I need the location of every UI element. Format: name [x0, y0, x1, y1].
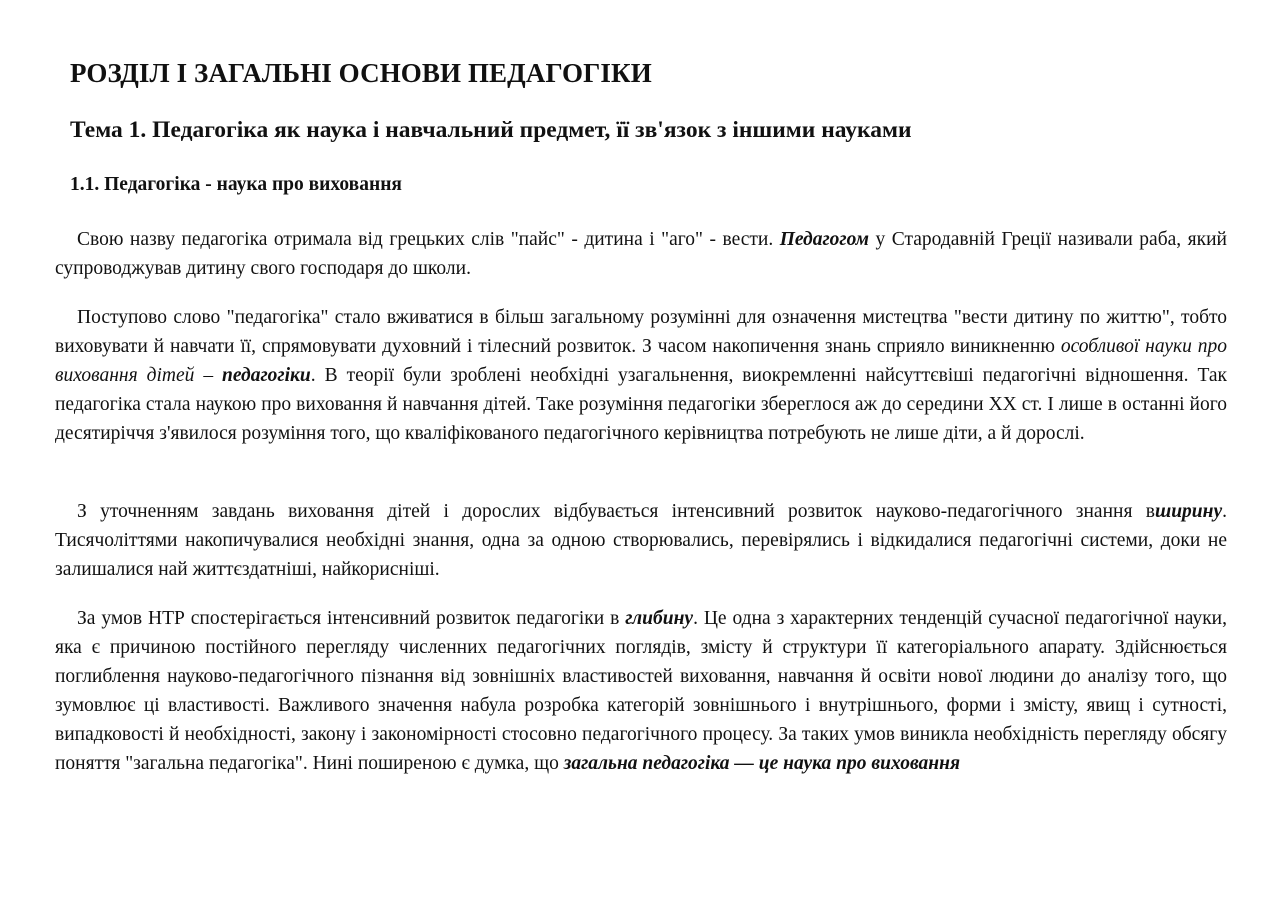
- paragraph-2-emphasis: педагогіки: [222, 365, 311, 386]
- paragraph-1-text-b: у Стародавній Греції називали раба, який супроводжував дитину свого господаря до школи.: [55, 229, 1227, 279]
- paragraph-2-text-a: Поступово слово "педагогіка" стало вживатися в більш загальному розумінні для означення мистецтва "вести дитину по життю", тобто виховувати й навчати її, спрямовувати духовний і тілесний розвиток. З часом накопичення знань сприяло виникненню: [55, 307, 1227, 357]
- paragraph-2: [55, 303, 1227, 448]
- paragraph-4-text-a: За умов НТР спостерігається інтенсивний розвиток педагогіки в: [77, 608, 626, 629]
- topic-title: Тема 1. Педагогіка як наука і навчальний предмет, її зв'язок з іншими науками: [70, 117, 912, 143]
- paragraph-1-text-a: Свою назву педагогіка отримала від грецьких слів "пайс" - дитина і "аго" - вести.: [77, 229, 780, 250]
- paragraph-2-italic: особливої науки про виховання дітей –: [55, 336, 1227, 386]
- paragraph-3-text-a: З уточненням завдань виховання дітей і дорослих відбувається інтенсивний розвиток науково-педагогічного знання в: [77, 501, 1155, 522]
- paragraph-3-emphasis: ширину: [1154, 501, 1223, 522]
- subsection-title: 1.1. Педагогіка - наука про виховання: [70, 174, 402, 195]
- paragraph-4-text-b: . Це одна з характерних тенденцій сучасної педагогічної науки, яка є причиною постійного перегляду численних педагогічних поглядів, змісту й структури її категоріального апарату. Здійснюється поглиблення науково-педагогічного пізнання від зовнішніх властивостей виховання, навчання й освіти нової людини до аналізу того, що зумовлює ці властивості. Важливого значення набула розробка категорій зовнішнього і внутрішнього, форми і змісту, явищ і сутності, випадковості й необхідності, закону і закономірності стосовно педагогічного процесу. За таких умов виникла необхідність перегляду обсягу поняття "загальна педагогіка". Нині поширеною є думка, що: [55, 608, 1227, 774]
- paragraph-4: [55, 604, 1227, 778]
- section-title: РОЗДІЛ І ЗАГАЛЬНІ ОСНОВИ ПЕДАГОГІКИ: [70, 58, 652, 88]
- paragraph-1: [55, 225, 1227, 283]
- paragraph-3: [55, 497, 1227, 584]
- paragraph-4-emphasis-a: глибину: [625, 608, 694, 629]
- paragraph-2-text-b: . В теорії були зроблені необхідні узагальнення, виокремленні найсуттєвіші педагогічні відношення. Так педагогіка стала наукою про виховання й навчання дітей. Таке розуміння педагогіки збереглося аж до середини XX ст. І лише в останні його десятиріччя з'явилося розуміння того, що кваліфікованого педагогічного керівництва потребують не лише діти, а й дорослі.: [55, 365, 1227, 444]
- paragraph-1-emphasis: Педагогом: [779, 229, 869, 250]
- paragraph-4-emphasis-b: загальна педагогіка — це наука про виховання: [563, 753, 960, 774]
- paragraph-3-text-b: . Тисячоліттями накопичувалися необхідні знання, одна за одною створювались, перевірялись і відкидалися педагогічні системи, доки не залишалися най життєздатніші, найкорисніші.: [55, 501, 1227, 580]
